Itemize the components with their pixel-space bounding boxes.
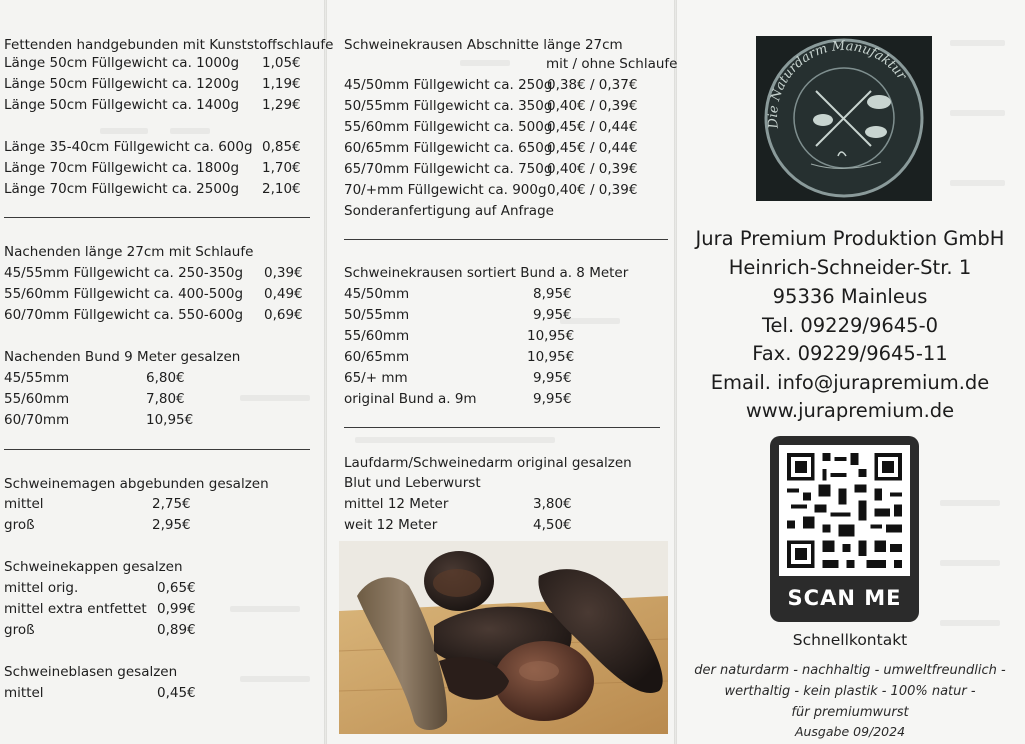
price-row-label: 55/60mm Füllgewicht ca. 400-500g	[4, 286, 244, 302]
price-value: 0,40€ / 0,39€	[547, 161, 638, 177]
price-row-label: 45/55mm	[4, 370, 70, 386]
price-value: 0,45€	[157, 685, 196, 701]
price-value: 0,45€ / 0,44€	[547, 119, 638, 135]
price-row-label: 65/+ mm	[344, 370, 408, 386]
section-title-laufdarm: Laufdarm/Schweinedarm original gesalzen	[344, 455, 632, 471]
price-value: 10,95€	[527, 328, 575, 344]
price-value: 1,70€	[262, 160, 301, 176]
note-text: Sonderanfertigung auf Anfrage	[344, 203, 554, 219]
price-row-label: 60/70mm	[4, 412, 70, 428]
price-value: 2,95€	[152, 517, 191, 533]
qr-code-card[interactable]	[770, 436, 919, 622]
price-value: 10,95€	[146, 412, 194, 428]
price-value: 9,95€	[533, 307, 572, 323]
slogan-line: der naturdarm - nachhaltig - umweltfreundlich -	[694, 663, 1006, 678]
price-row-label: 55/60mm	[4, 391, 70, 407]
price-row-label: Länge 50cm Füllgewicht ca. 1000g	[4, 55, 240, 71]
price-row-label: 65/70mm Füllgewicht ca. 750g	[344, 161, 553, 177]
company-fax: Fax. 09229/9645-11	[752, 342, 948, 365]
price-value: 0,69€	[264, 307, 303, 323]
company-name: Jura Premium Produktion GmbH	[695, 227, 1005, 250]
price-row-label: 60/70mm Füllgewicht ca. 550-600g	[4, 307, 244, 323]
price-row-label: Länge 70cm Füllgewicht ca. 1800g	[4, 160, 240, 176]
scan-me-label: SCAN ME	[787, 586, 902, 610]
price-row-label: mittel	[4, 496, 44, 512]
sausage-product-photo	[339, 541, 668, 734]
section-title-krausen-bund: Schweinekrausen sortiert Bund a. 8 Meter	[344, 265, 629, 281]
price-row-label: 50/55mm Füllgewicht ca. 350g	[344, 98, 553, 114]
section-divider	[344, 427, 660, 428]
slogan-line: werthaltig - kein plastik - 100% natur -	[724, 684, 976, 699]
price-row-label: Länge 50cm Füllgewicht ca. 1200g	[4, 76, 240, 92]
column-subheader: mit / ohne Schlaufe	[546, 56, 678, 72]
price-row-label: mittel	[4, 685, 44, 701]
section-title-krausen-abschnitte: Schweinekrausen Abschnitte länge 27cm	[344, 37, 623, 53]
price-value: 4,50€	[533, 517, 572, 533]
section-subtitle: Blut und Leberwurst	[344, 475, 481, 491]
price-row-label: 45/55mm Füllgewicht ca. 250-350g	[4, 265, 244, 281]
price-value: 6,80€	[146, 370, 185, 386]
price-value: 1,29€	[262, 97, 301, 113]
qr-code[interactable]	[779, 445, 910, 576]
price-row-label: groß	[4, 517, 35, 533]
price-value: 3,80€	[533, 496, 572, 512]
price-row-label: 55/60mm	[344, 328, 410, 344]
price-row-label: Länge 35-40cm Füllgewicht ca. 600g	[4, 139, 253, 155]
naturdarm-manufaktur-logo	[756, 36, 932, 201]
company-city: 95336 Mainleus	[772, 285, 928, 308]
price-value: 2,75€	[152, 496, 191, 512]
price-value: 9,95€	[533, 370, 572, 386]
price-value: 0,49€	[264, 286, 303, 302]
price-value: 0,65€	[157, 580, 196, 596]
section-title-kappen: Schweinekappen gesalzen	[4, 559, 183, 575]
price-value: 0,40€ / 0,39€	[547, 182, 638, 198]
company-street: Heinrich-Schneider-Str. 1	[728, 256, 972, 279]
section-divider	[344, 239, 668, 240]
price-row-label: Länge 50cm Füllgewicht ca. 1400g	[4, 97, 240, 113]
section-title-blasen: Schweineblasen gesalzen	[4, 664, 178, 680]
price-row-label: weit 12 Meter	[344, 517, 438, 533]
section-title-nachenden-bund: Nachenden Bund 9 Meter gesalzen	[4, 349, 241, 365]
edition-label: Ausgabe 09/2024	[794, 724, 906, 739]
company-email: Email. info@jurapremium.de	[710, 371, 990, 394]
price-value: 0,89€	[157, 622, 196, 638]
price-value: 0,85€	[262, 139, 301, 155]
price-row-label: 60/65mm	[344, 349, 410, 365]
price-value: 0,45€ / 0,44€	[547, 140, 638, 156]
price-row-label: Länge 70cm Füllgewicht ca. 2500g	[4, 181, 240, 197]
price-row-label: 45/50mm Füllgewicht ca. 250g	[344, 77, 553, 93]
price-value: 0,99€	[157, 601, 196, 617]
price-value: 0,40€ / 0,39€	[547, 98, 638, 114]
price-value: 7,80€	[146, 391, 185, 407]
fold-line	[324, 0, 327, 744]
section-title-magen: Schweinemagen abgebunden gesalzen	[4, 476, 269, 492]
price-row-label: mittel extra entfettet	[4, 601, 147, 617]
price-row-label: 45/50mm	[344, 286, 410, 302]
company-website: www.jurapremium.de	[745, 399, 955, 422]
price-value: 0,38€ / 0,37€	[547, 77, 638, 93]
price-row-label: 50/55mm	[344, 307, 410, 323]
price-row-label: 70/+mm Füllgewicht ca. 900g	[344, 182, 547, 198]
section-divider	[4, 217, 310, 218]
price-value: 8,95€	[533, 286, 572, 302]
company-phone: Tel. 09229/9645-0	[761, 314, 939, 337]
price-value: 1,19€	[262, 76, 301, 92]
price-row-label: mittel 12 Meter	[344, 496, 449, 512]
logo-text: Die Naturdarm Manufaktur	[765, 38, 910, 130]
price-row-label: original Bund a. 9m	[344, 391, 477, 407]
price-value: 10,95€	[527, 349, 575, 365]
price-row-label: 55/60mm Füllgewicht ca. 500g	[344, 119, 553, 135]
section-divider	[4, 449, 310, 450]
section-title-nachenden: Nachenden länge 27cm mit Schlaufe	[4, 244, 254, 260]
price-row-label: mittel orig.	[4, 580, 79, 596]
price-value: 2,10€	[262, 181, 301, 197]
price-row-label: 60/65mm Füllgewicht ca. 650g	[344, 140, 553, 156]
slogan-line: für premiumwurst	[791, 705, 909, 720]
quick-contact-label: Schnellkontakt	[792, 631, 908, 649]
section-title-fettenden: Fettenden handgebunden mit Kunststoffschlaufe	[4, 37, 334, 53]
price-value: 0,39€	[264, 265, 303, 281]
price-value: 9,95€	[533, 391, 572, 407]
price-row-label: groß	[4, 622, 35, 638]
price-value: 1,05€	[262, 55, 301, 71]
